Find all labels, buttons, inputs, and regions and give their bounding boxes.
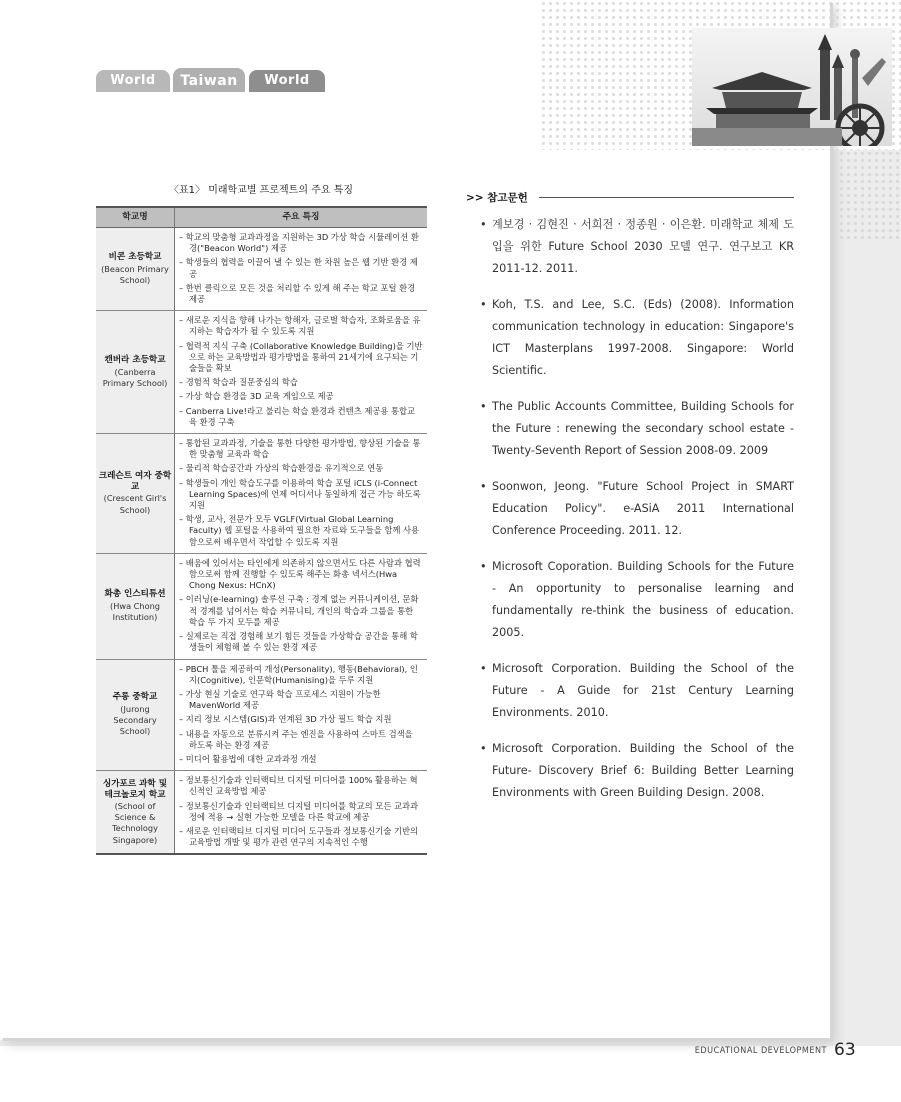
school-name-cell xyxy=(96,553,175,659)
feature-item: – 지리 정보 시스템(GIS)과 연계된 3D 가상 필드 학습 지원 xyxy=(179,714,423,725)
references-list xyxy=(480,214,794,818)
feature-item: – 미디어 활용법에 대한 교과과정 개설 xyxy=(179,754,423,765)
feature-item: – 실제로는 직접 경험해 보기 힘든 것들을 가상학습 공간을 통해 학생들이 체험해 볼 수 있는 환경 제공 xyxy=(179,631,423,653)
school-name: 비콘 초등학교 xyxy=(108,252,162,263)
school-name-english: (Canberra Primary School) xyxy=(102,366,168,388)
feature-item: – 정보통신기술과 인터랙티브 디지털 미디어를 학교의 모든 교과과정에 적용 → 실현 가능한 모델을 다른 학교에 제공 xyxy=(179,801,423,823)
reference-item: • Microsoft Corporation. Building the School of the Future- Discovery Brief 6: Building Better Learning Environments with Green Building Design. 2008. xyxy=(480,738,794,804)
school-name-cell xyxy=(96,659,175,771)
feature-item: – 통합된 교과과정, 기술을 통한 다양한 평가방법, 향상된 기술을 통한 맞춤형 교육과 학습 xyxy=(179,438,423,460)
feature-item: – 정보통신기술과 인터랙티브 디지털 미디어를 100% 활용하는 혁신적인 교육방법 제공 xyxy=(179,775,423,797)
school-name-english: (Crescent Girl's School) xyxy=(103,493,167,515)
school-name-cell xyxy=(96,771,175,855)
reference-item: • Koh, T.S. and Lee, S.C. (Eds) (2008). Information communication technology in education: Singapore's ICT Masterplans 1997-2008. Singapore: World Scientific. xyxy=(480,294,794,382)
features-cell xyxy=(175,311,428,434)
feature-item: – 새로운 지식을 향해 나가는 항해자, 글로벌 학습자, 조화로움을 유지하는 학습자가 될 수 있도록 지원 xyxy=(179,315,423,337)
table-row xyxy=(96,311,427,434)
header-school-name: 학교명 xyxy=(96,207,175,228)
feature-item: – 새로운 인터랙티브 디지털 미디어 도구들과 정보통신기술 기반의 교육방법 개발 및 평가 관련 연구의 지속적인 수행 xyxy=(179,826,423,848)
footer-label: EDUCATIONAL DEVELOPMENT xyxy=(694,1046,827,1056)
tab-taiwan[interactable]: Taiwan xyxy=(173,68,245,92)
table-caption: 〈표1〉 미래학교별 프로젝트의 주요 특징 xyxy=(169,185,353,196)
school-name-english: (Jurong Secondary School) xyxy=(113,703,157,737)
reference-item: • Soonwon, Jeong. "Future School Project in SMART Education Policy". e-ASiA 2011 International Conference Proceeding. 2011. 12. xyxy=(480,476,794,542)
feature-item: – 한번 클릭으로 모든 것을 처리할 수 있게 해 주는 학교 포털 환경 제공 xyxy=(179,283,423,305)
school-name: 화총 인스티튜션 xyxy=(104,589,166,600)
feature-item: – 가상 현실 기술로 연구와 학습 프로세스 지원이 가능한 MavenWorld 제공 xyxy=(179,689,423,711)
school-name-english: (School of Science & Technology Singapore) xyxy=(112,801,158,845)
header-main-features: 주요 특징 xyxy=(175,207,428,228)
school-name-english: (Hwa Chong Institution) xyxy=(110,600,160,622)
tab-world-left[interactable]: World xyxy=(96,70,170,92)
page-edge-right xyxy=(833,150,901,1040)
references-heading xyxy=(466,190,794,206)
feature-item: – 학생들이 개인 학습도구를 이용하여 학습 포털 iCLS (i-Connect Learning Spaces)에 언제 어디서나 동일하게 접근 가능 하도록 지원 xyxy=(179,478,423,512)
table-row xyxy=(96,553,427,659)
tab-world-right[interactable]: World xyxy=(249,70,325,92)
reference-item: • Microsoft Corporation. Building the School of the Future - A Guide for 21st Century Learning Environments. 2010. xyxy=(480,658,794,724)
feature-item: – 이러닝(e-learning) 솔루션 구축 : 경계 없는 커뮤니케이션, 문화적 경계를 넘어서는 학습 커뮤니티, 개인의 학습과 그룹을 통한 학습 두 가지 모두를 제공 xyxy=(179,594,423,628)
landmark-icon xyxy=(692,28,892,146)
landmark-illustration xyxy=(692,28,892,146)
school-name-english: (Beacon Primary School) xyxy=(101,263,169,285)
school-name: 크레슨트 여자 중학교 xyxy=(98,471,172,493)
table-body xyxy=(96,228,427,855)
table-header-row xyxy=(96,207,427,228)
feature-item: – 물리적 학습공간과 가상의 학습환경을 유기적으로 연동 xyxy=(179,463,423,474)
feature-item: – Canberra Live!라고 불리는 학습 환경과 컨텐츠 제공용 통합교육 환경 구축 xyxy=(179,406,423,428)
reference-item: • The Public Accounts Committee, Building Schools for the Future : renewing the secondary school estate -Twenty-Seventh Report of Session 2008-09. 2009 xyxy=(480,396,794,462)
feature-item: – 학생들의 협력을 이끌어 낼 수 있는 한 차원 높은 웹 기반 환경 제공 xyxy=(179,257,423,279)
features-cell xyxy=(175,553,428,659)
heading-rule xyxy=(539,197,794,198)
table-row xyxy=(96,771,427,855)
reference-item: • Microsoft Coporation. Building Schools for the Future - An opportunity to personalise learning and fundamentally re-think the business of education. 2005. xyxy=(480,556,794,644)
features-cell xyxy=(175,434,428,554)
school-name-cell xyxy=(96,434,175,554)
school-name-cell xyxy=(96,228,175,311)
school-name: 싱가포르 과학 및 테크놀로지 학교 xyxy=(102,778,168,800)
page-number: 63 xyxy=(834,1040,856,1060)
references-title: >> 참고문헌 xyxy=(466,192,528,204)
feature-item: – 배움에 있어서는 타인에게 의존하지 않으면서도 다른 사람과 협력함으로써 함께 진행할 수 있도록 해주는 화총 넥서스(Hwa Chong Nexus: HCnX) xyxy=(179,558,423,592)
feature-item: – 협력적 지식 구축 (Collaborative Knowledge Building)을 기반으로 하는 교육방법과 평가방법을 통하여 21세기에 요구되는 기술들을 확보 xyxy=(179,341,423,375)
table-row xyxy=(96,228,427,311)
feature-item: – 가상 학습 환경을 3D 교육 게임으로 제공 xyxy=(179,391,423,402)
feature-item: – 내용을 자동으로 분류시켜 주는 엔진을 사용하여 스마트 검색을 하도록 하는 환경 제공 xyxy=(179,729,423,751)
school-name-cell xyxy=(96,311,175,434)
features-cell xyxy=(175,659,428,771)
feature-item: – PBCH 툴을 제공하여 개성(Personality), 행동(Behavioral), 인지(Cognitive), 인문학(Humanising)을 두루 지원 xyxy=(179,664,423,686)
reference-item: • 계보경 · 김현진 · 서희전 · 정종원 · 이은환. 미래학교 체제 도입을 위한 Future School 2030 모델 연구. 연구보고 KR 2011-12. 2011. xyxy=(480,214,794,280)
school-name: 캔버라 초등학교 xyxy=(104,355,166,366)
features-cell xyxy=(175,771,428,855)
school-name: 주롱 중학교 xyxy=(112,692,158,703)
school-features-table xyxy=(96,206,427,855)
dot-pattern-side xyxy=(838,150,901,240)
features-cell xyxy=(175,228,428,311)
feature-item: – 학생, 교사, 전문가 모두 VGLF(Virtual Global Learning Faculty) 웹 포털을 사용하여 필요한 자료와 도구들을 함께 사용함으로써 배우면서 작업할 수 있도록 지원 xyxy=(179,514,423,548)
table-row xyxy=(96,434,427,554)
table-row xyxy=(96,659,427,771)
feature-item: – 경험적 학습과 질문중심의 학습 xyxy=(179,377,423,388)
feature-item: – 학교의 맞춤형 교과과정을 지원하는 3D 가상 학습 시뮬레이션 환경("Beacon World") 제공 xyxy=(179,232,423,254)
